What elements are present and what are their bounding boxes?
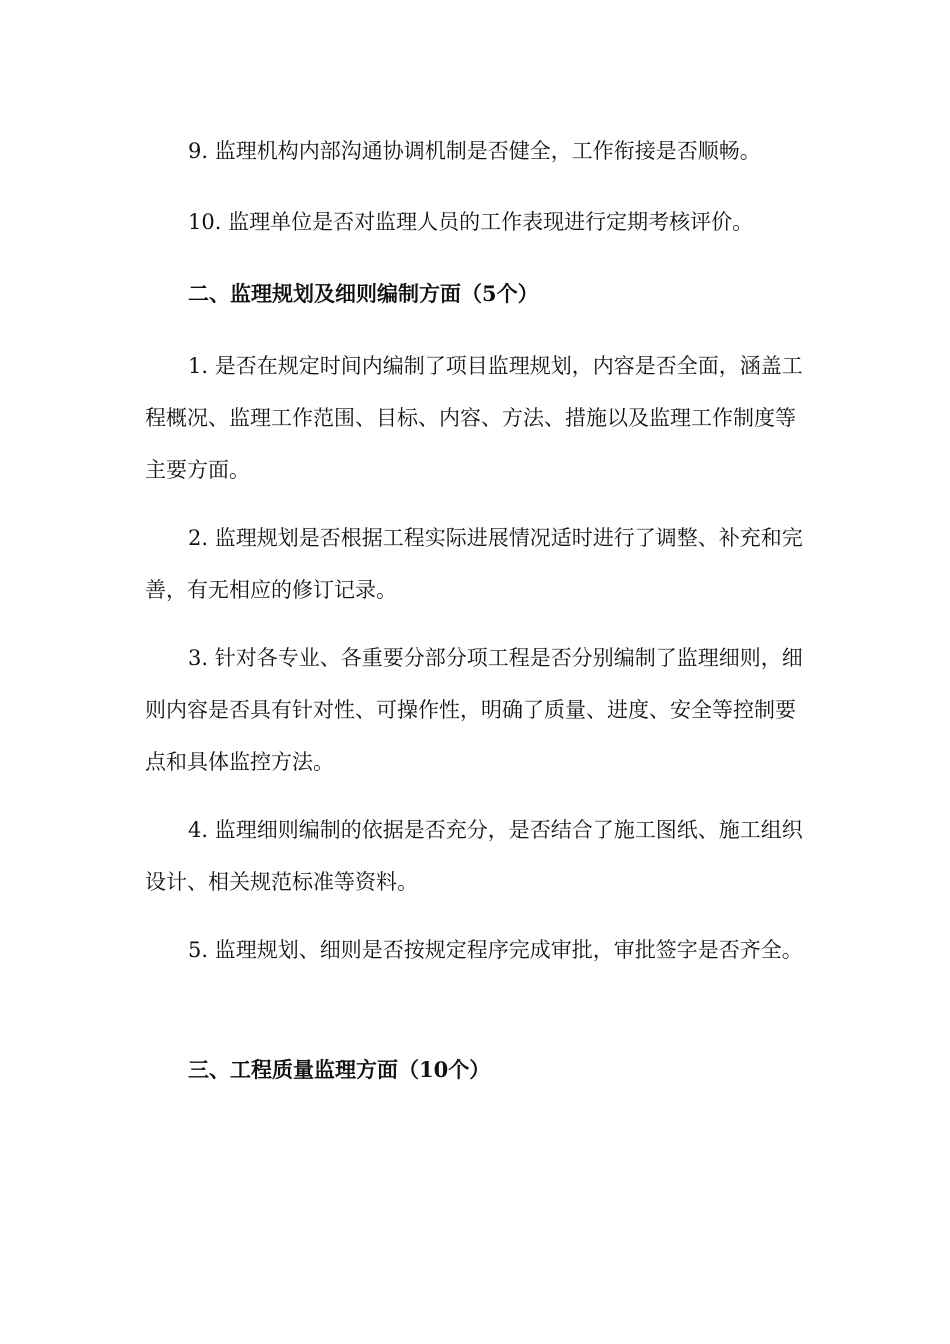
list-item: 9. 监理机构内部沟通协调机制是否健全，工作衔接是否顺畅。 [188,139,761,163]
section-heading: 二、监理规划及细则编制方面（5个） [188,281,539,306]
list-item: 2. 监理规划是否根据工程实际进展情况适时进行了调整、补充和完善，有无相应的修订记录。 [145,526,803,602]
list-item: 1. 是否在规定时间内编制了项目监理规划，内容是否全面，涵盖工程概况、监理工作范围、目标、内容、方法、措施以及监理工作制度等主要方面。 [145,354,803,482]
list-item: 3. 针对各专业、各重要分部分项工程是否分别编制了监理细则，细则内容是否具有针对性、可操作性，明确了质量、进度、安全等控制要点和具体监控方法。 [145,646,803,774]
list-item: 10. 监理单位是否对监理人员的工作表现进行定期考核评价。 [188,210,754,234]
list-item: 4. 监理细则编制的依据是否充分，是否结合了施工图纸、施工组织设计、相关规范标准等资料。 [145,818,803,894]
section-heading: 三、工程质量监理方面（10个） [188,1057,491,1082]
list-item: 5. 监理规划、细则是否按规定程序完成审批，审批签字是否齐全。 [188,938,803,962]
